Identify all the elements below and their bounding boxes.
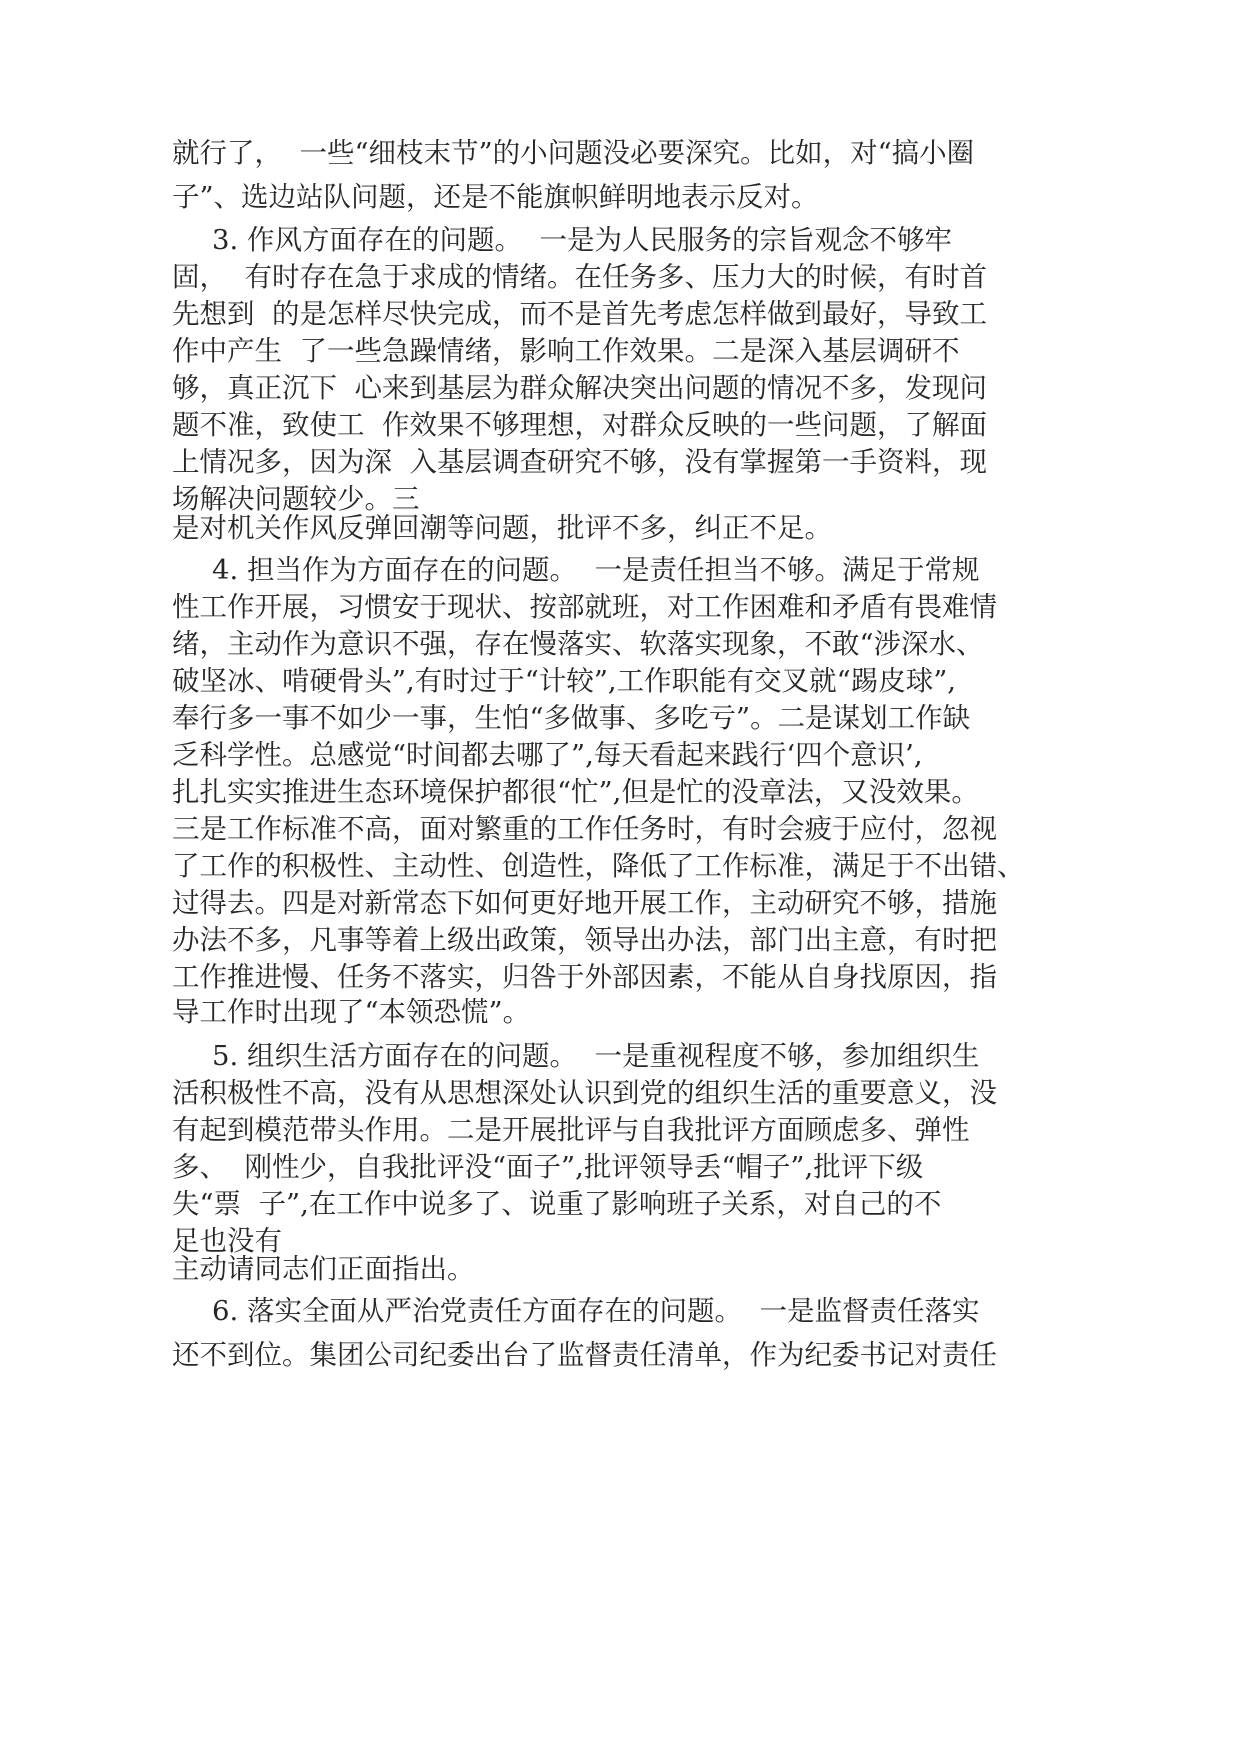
text-line: 扎扎实实推进生态环境保护都很“忙”,但是忙的没章法，又没效果。: [172, 776, 979, 808]
text-line: 性工作开展，习惯安于现状、按部就班，对工作困难和矛盾有畏难情: [172, 591, 997, 623]
text-line: 3. 作风方面存在的问题。 一是为人民服务的宗旨观念不够牢: [212, 224, 952, 256]
text-line: 上情况多，因为深 入基层调查研究不够，没有掌握第一手资料，现: [172, 446, 987, 478]
text-line: 工作推进慢、任务不落实，归咎于外部因素，不能从自身找原因，指: [172, 961, 997, 993]
text-line: 办法不多，凡事等着上级出政策，领导出办法，部门出主意，有时把: [172, 924, 997, 956]
text-line: 4. 担当作为方面存在的问题。 一是责任担当不够。满足于常规: [212, 554, 980, 586]
text-line: 场解决问题较少。三: [172, 483, 420, 515]
text-line: 6. 落实全面从严治党责任方面存在的问题。 一是监督责任落实: [212, 1295, 980, 1327]
text-line: 固， 有时存在急于求成的情绪。在任务多、压力大的时候，有时首: [172, 261, 987, 293]
text-line: 够，真正沉下 心来到基层为群众解决突出问题的情况不多，发现问: [172, 372, 987, 404]
text-line: 就行了， 一些“细枝末节”的小问题没必要深究。比如，对“搞小圈: [172, 137, 975, 169]
text-line: 了工作的积极性、主动性、创造性，降低了工作标准，满足于不出错、: [172, 850, 1025, 882]
text-line: 导工作时出现了“本领恐慌”。: [172, 996, 531, 1028]
text-line: 是对机关作风反弹回潮等问题，批评不多，纠正不足。: [172, 512, 832, 544]
text-line: 还不到位。集团公司纪委出台了监督责任清单，作为纪委书记对责任: [172, 1339, 997, 1371]
text-line: 三是工作标准不高，面对繁重的工作任务时，有时会疲于应付，忽视: [172, 813, 997, 845]
text-line: 过得去。四是对新常态下如何更好地开展工作，主动研究不够，措施: [172, 887, 997, 919]
text-line: 破坚冰、啃硬骨头”,有时过于“计较”,工作职能有交叉就“踢皮球”,: [172, 665, 957, 697]
text-line: 失“票 子”,在工作中说多了、说重了影响班子关系，对自己的不: [172, 1188, 942, 1220]
text-line: 先想到 的是怎样尽快完成，而不是首先考虑怎样做到最好，导致工: [172, 298, 987, 330]
text-line: 足也没有: [172, 1225, 282, 1257]
text-line: 作中产生 了一些急躁情绪，影响工作效果。二是深入基层调研不: [172, 335, 960, 367]
text-line: 5. 组织生活方面存在的问题。 一是重视程度不够，参加组织生: [212, 1040, 980, 1072]
text-line: 活积极性不高，没有从思想深处认识到党的组织生活的重要意义，没: [172, 1077, 997, 1109]
text-line: 有起到模范带头作用。二是开展批评与自我批评方面顾虑多、弹性: [172, 1114, 970, 1146]
text-line: 奉行多一事不如少一事，生怕“多做事、多吃亏”。二是谋划工作缺: [172, 702, 971, 734]
text-line: 子”、选边站队问题，还是不能旗帜鲜明地表示反对。: [172, 181, 819, 213]
text-line: 乏科学性。总感觉“时间都去哪了”,每天看起来践行‘四个意识’,: [172, 739, 923, 771]
text-line: 主动请同志们正面指出。: [172, 1253, 475, 1285]
text-line: 绪，主动作为意识不强，存在慢落实、软落实现象，不敢“涉深水、: [172, 628, 984, 660]
text-line: 题不准，致使工 作效果不够理想，对群众反映的一些问题，了解面: [172, 409, 987, 441]
text-line: 多、 刚性少，自我批评没“面子”,批评领导丢“帽子”,批评下级: [172, 1151, 924, 1183]
